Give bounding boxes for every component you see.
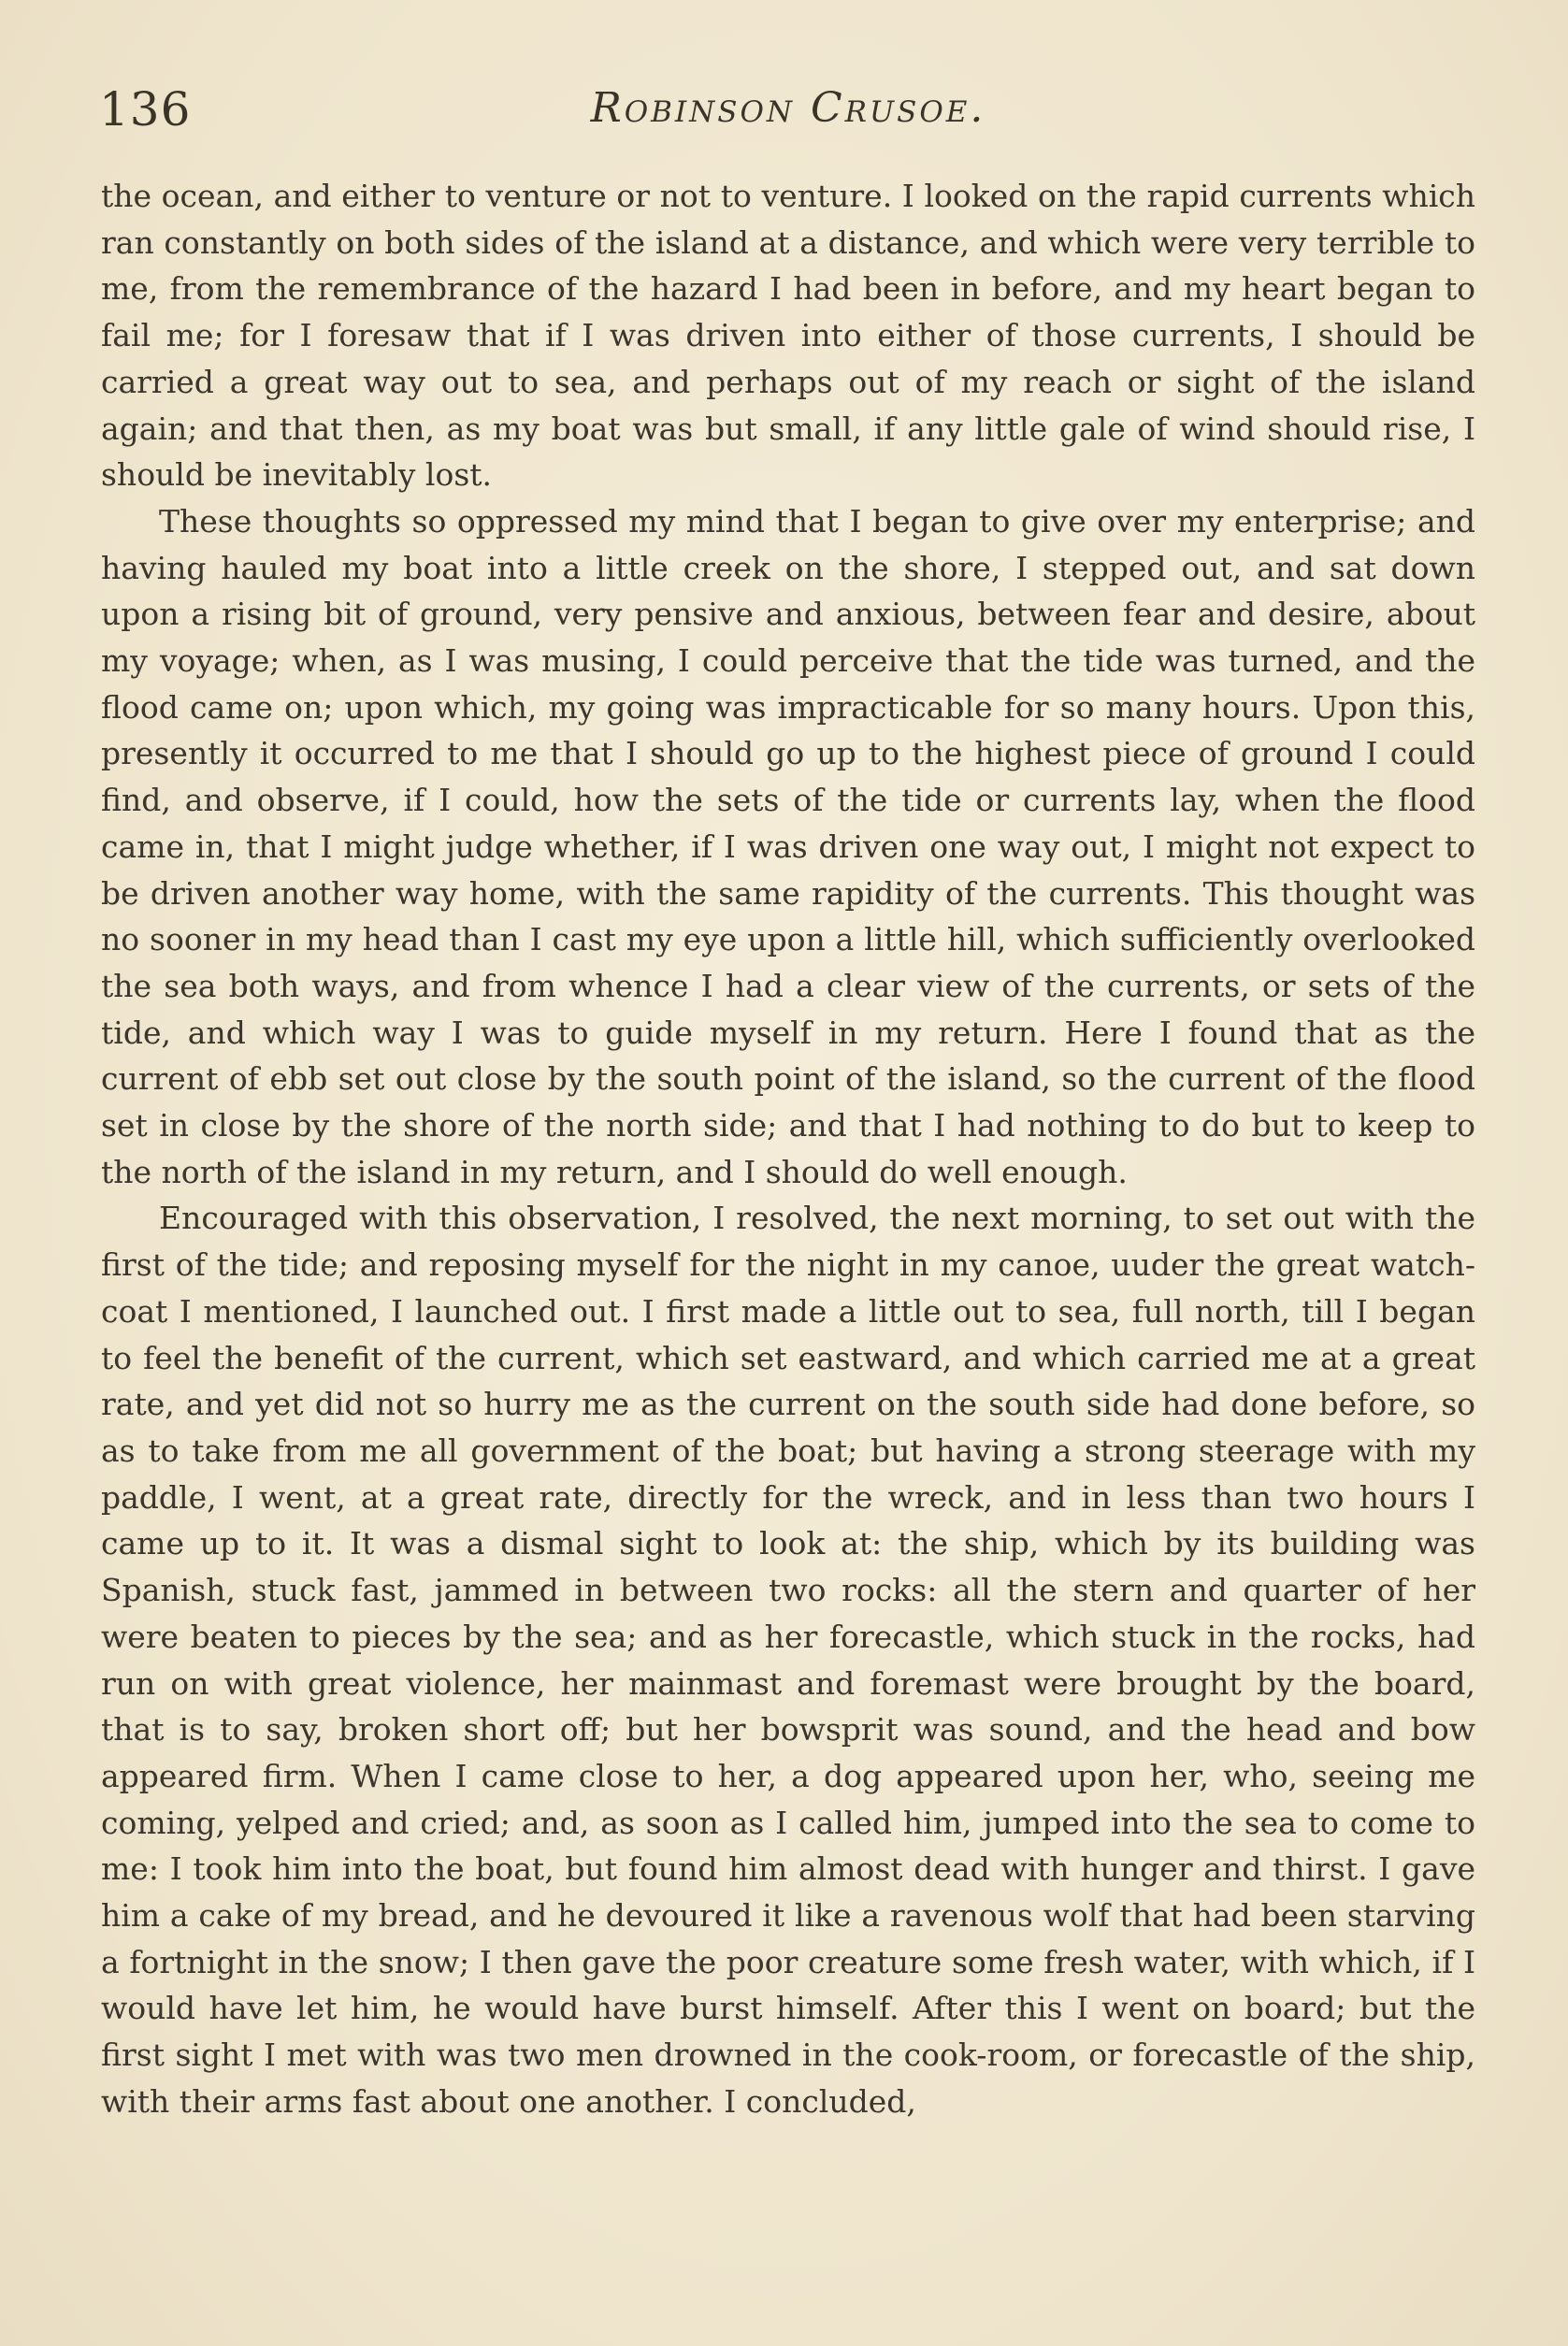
paragraph: These thoughts so oppressed my mind that I began to give over my enterprise; and having hauled my boat into a little creek on the shore, I stepped out, and sat down upon a rising bit of ground, very pensive and anxious, between fear and desire, about my voyage; when, as I was musing, I could perceive that the tide was turned, and the flood came on; upon which, my going was impracticable for so many hours. Upon this, presently it occurred to me that I should go up to the highest piece of ground I could find, and observe, if I could, how the sets of the tide or currents lay, when the flood came in, that I might judge whether, if I was driven one way out, I might not expect to be driven another way home, with the same rapidity of the currents. This thought was no sooner in my head than I cast my eye upon a little hill, which sufficiently overlooked the sea both ways, and from whence I had a clear view of the currents, or sets of the tide, and which way I was to guide myself in my return. Here I found that as the current of ebb set out close by the south point of the island, so the current of the flood set in close by the shore of the north side; and that I had nothing to do but to keep to the north of the island in my return, and I should do well enough.: [101, 502, 1475, 1190]
page-number: 136: [99, 82, 192, 137]
body-text: [101, 173, 1475, 2125]
page-header: [99, 82, 1477, 148]
paragraph-continued: the ocean, and either to venture or not to venture. I looked on the rapid currents which ran constantly on both sides of the island at a distance, and which were very terrible to me, from the remembrance of the hazard I had been in before, and my heart began to fail me; for I foresaw that if I was driven into either of those currents, I should be carried a great way out to sea, and perhaps out of my reach or sight of the island again; and that then, as my boat was but small, if any little gale of wind should rise, I should be inevitably lost.: [101, 178, 1475, 494]
paragraph: Encouraged with this observation, I resolved, the next morning, to set out with the first of the tide; and reposing myself for the night in my canoe, uuder the great watch-coat I mentioned, I launched out. I first made a little out to sea, full north, till I began to feel the benefit of the current, which set eastward, and which carried me at a great rate, and yet did not so hurry me as the current on the south side had done before, so as to take from me all government of the boat; but having a strong steerage with my paddle, I went, at a great rate, directly for the wreck, and in less than two hours I came up to it. It was a dismal sight to look at: the ship, which by its building was Spanish, stuck fast, jammed in between two rocks: all the stern and quarter of her were beaten to pieces by the sea; and as her forecastle, which stuck in the rocks, had run on with great violence, her mainmast and foremast were brought by the board, that is to say, broken short off; but her bowsprit was sound, and the head and bow appeared firm. When I came close to her, a dog appeared upon her, who, seeing me coming, yelped and cried; and, as soon as I called him, jumped into the sea to come to me: I took him into the boat, but found him almost dead with hunger and thirst. I gave him a cake of my bread, and he devoured it like a ravenous wolf that had been starving a fortnight in the snow; I then gave the poor creature some fresh water, with which, if I would have let him, he would have burst himself. After this I went on board; but the first sight I met with was two men drowned in the cook-room, or forecastle of the ship, with their arms fast about one another. I concluded,: [101, 1200, 1475, 2120]
running-title: Robinson Crusoe.: [590, 84, 986, 132]
